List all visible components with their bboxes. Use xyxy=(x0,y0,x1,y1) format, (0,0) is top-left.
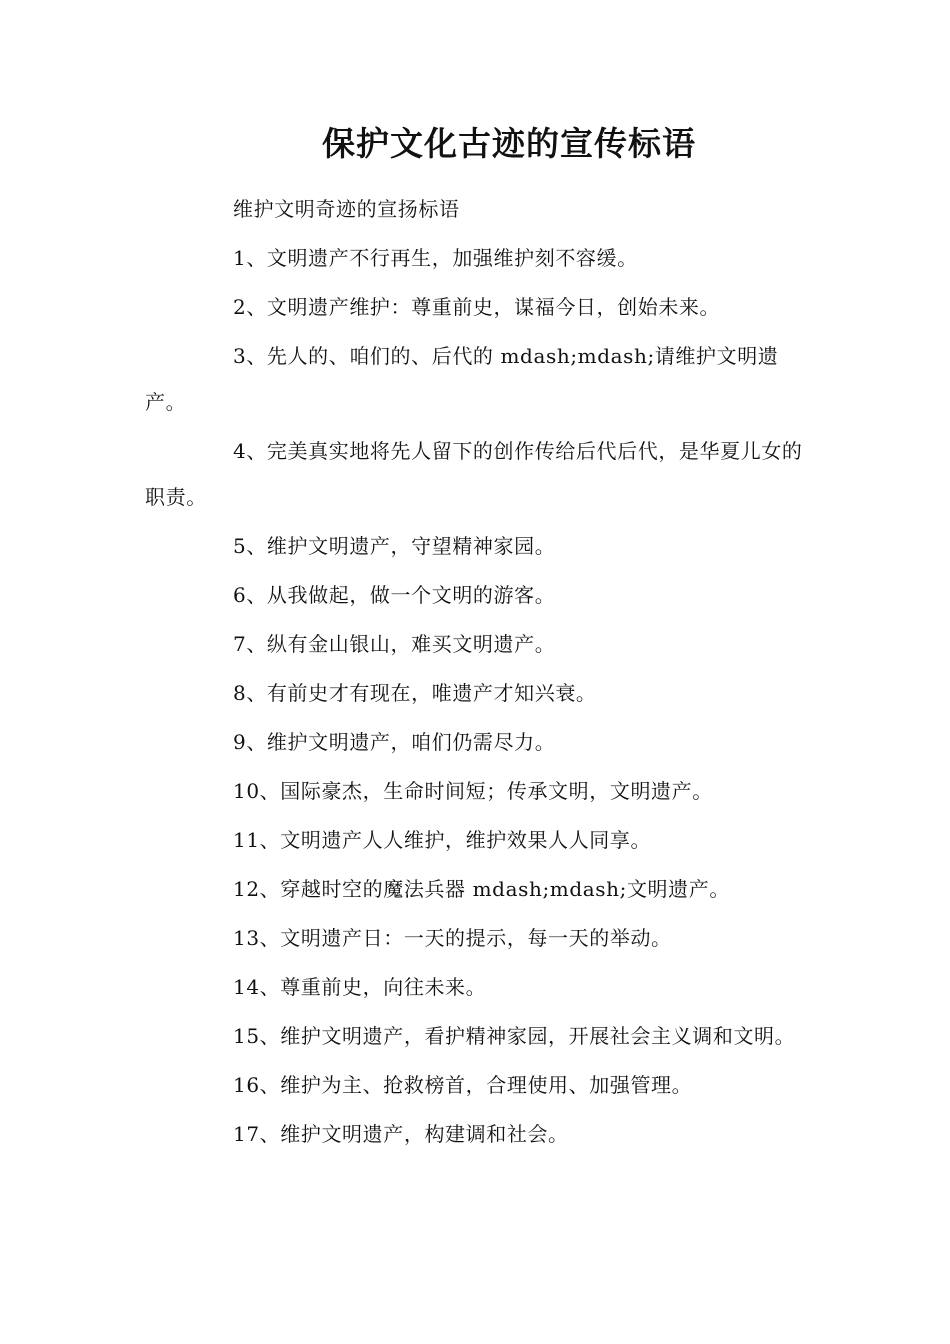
slogan-item: 16、维护为主、抢救榜首，合理使用、加强管理。 xyxy=(233,1073,693,1097)
slogan-item: 10、国际豪杰，生命时间短；传承文明，文明遗产。 xyxy=(233,779,713,803)
slogan-item: 17、维护文明遗产，构建调和社会。 xyxy=(233,1122,569,1146)
document-subtitle: 维护文明奇迹的宣扬标语 xyxy=(233,197,460,221)
slogan-item: 4、完美真实地将先人留下的创作传给后代后代，是华夏儿女的职责。 xyxy=(145,439,803,509)
slogan-item: 9、维护文明遗产，咱们仍需尽力。 xyxy=(233,730,556,754)
slogan-item: 14、尊重前史，向往未来。 xyxy=(233,975,487,999)
slogan-item: 12、穿越时空的魔法兵器 mdash;mdash;文明遗产。 xyxy=(233,877,730,901)
slogan-item: 15、维护文明遗产，看护精神家园，开展社会主义调和文明。 xyxy=(233,1024,796,1048)
slogan-item: 7、纵有金山银山，难买文明遗产。 xyxy=(233,632,556,656)
slogan-item: 1、文明遗产不行再生，加强维护刻不容缓。 xyxy=(233,246,638,270)
document-body xyxy=(145,186,809,1160)
slogan-item: 11、文明遗产人人维护，维护效果人人同享。 xyxy=(233,828,652,852)
slogan-item: 2、文明遗产维护：尊重前史，谋福今日，创始未来。 xyxy=(233,295,721,319)
slogan-item: 8、有前史才有现在，唯遗产才知兴衰。 xyxy=(233,681,597,705)
slogan-item: 13、文明遗产日：一天的提示，每一天的举动。 xyxy=(233,926,672,950)
slogan-item: 3、先人的、咱们的、后代的 mdash;mdash;请维护文明遗产。 xyxy=(145,344,779,414)
slogan-item: 6、从我做起，做一个文明的游客。 xyxy=(233,583,556,607)
document-title: 保护文化古迹的宣传标语 xyxy=(322,124,696,163)
slogan-item: 5、维护文明遗产，守望精神家园。 xyxy=(233,534,556,558)
